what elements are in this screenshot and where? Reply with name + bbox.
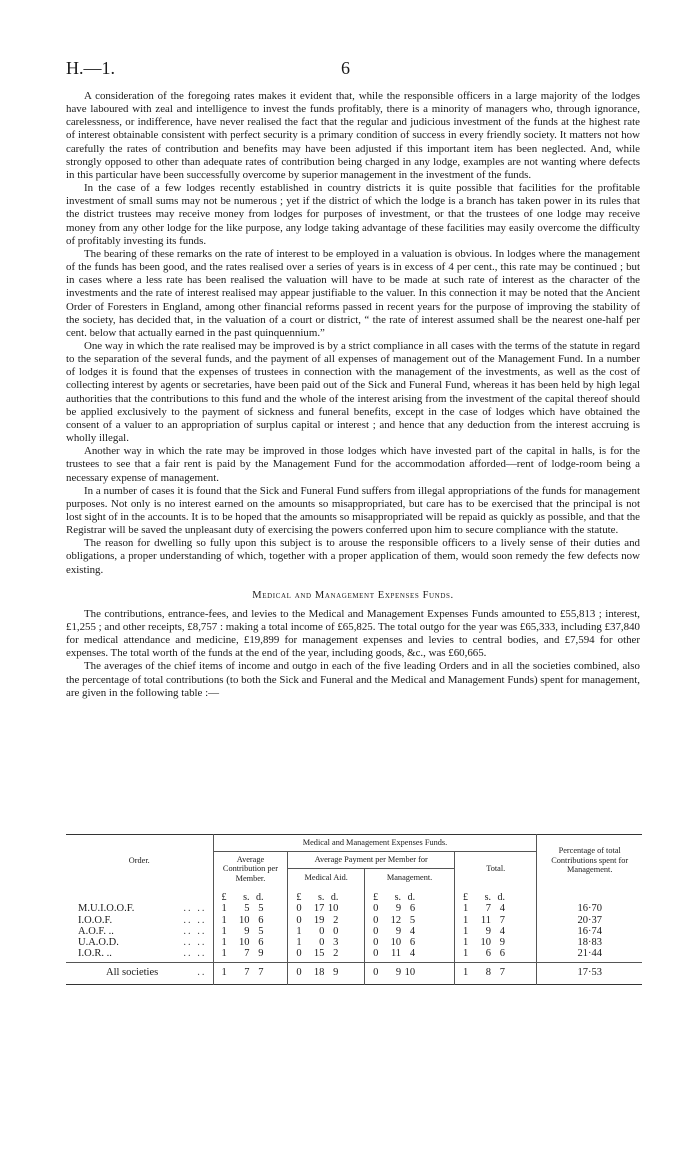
paragraph: Another way in which the rate may be improved in those lodges which have invested part of the capital in halls, is for the trustees to see that a fair rent is paid by the Management Fund for the accommodation afforded—rent of lodge-room being a necessary expense of management. [66, 445, 640, 484]
table-row: I.O.R. .. .. .. 1 7 9 0 15 2 0 11 4 1 6 6 21·44 [66, 948, 642, 959]
column-header-medical-aid: Medical Aid. [288, 869, 365, 886]
table-total-row: All societies .. 1 7 7 0 18 9 0 9 10 1 8 7 17·53 [66, 962, 642, 984]
paragraph: One way in which the rate realised may be improved is by a strict compliance in all cases with the terms of the statute in regard to the separation of the several funds, and the payment of all expenses of management out of the Management Fund. In a number of lodges it is found that the expenses of trustees in connection with the management of the investments, as well as the cost of collecting interest by agents or secretaries, have been paid out of the Sick and Funeral Fund, whereas it has been held by high legal authorities that the contributions to this fund and the whole of the interest arising from the investment of the capital thereof should be applied exclusively to the payment of sickness and funeral benefits, except in the case of lodges which have obtained the consent of a valuer to an appropriation of surplus capital or interest ; and hence that any deduction from the interest accruing is wholly illegal. [66, 339, 640, 445]
section-heading: Medical and Management Expenses Funds. [252, 589, 454, 601]
column-header-average-contribution: Average Contribution per Member. [213, 851, 288, 886]
statistics-table [66, 834, 642, 985]
units-row: £ s. d. £ s. d. £ s. d. £ s. d. [66, 886, 642, 903]
table-row: I.O.O.F. .. .. 1 10 6 0 19 2 0 12 5 1 11 7 20·37 [66, 915, 642, 926]
paragraph: The contributions, entrance-fees, and levies to the Medical and Management Expenses Funds amounted to £55,813 ; interest, £1,255 ; and other receipts, £8,757 : making a total income of £65,825. The total outgo for the year was £65,333, including £37,840 for medical attendance and medicine, £19,899 for management expenses and levies to central bodies, and £7,594 for other expenses. The total worth of the funds at the end of the year, including goods, &c., was £60,665. [66, 607, 640, 660]
column-header-percentage: Percentage of total Contributions spent for Management. [537, 835, 642, 887]
paragraph: A consideration of the foregoing rates makes it evident that, while the responsible officers in a large majority of the lodges have laboured with zeal and intelligence to invest the funds profitably, there is a minority of managers who, through ignorance, carelessness, or indifference, have never realised the fact that the regular and judicious investment of the funds at the highest rate of interest obtainable consistent with perfect security is a primary condition of success in every friendly society. It matters not how carefully the rates of contribution and benefits may have been adjusted if this important item has been neglected. And, while strongly opposed to other than adequate rates of contribution being charged in any lodge, examples are not wanting where defects in this particular have been successfully overcome by superior management in the investment of the funds. [66, 90, 640, 181]
page-number: 6 [341, 58, 350, 78]
column-header-total: Total. [455, 851, 537, 886]
table-row: A.O.F. .. .. .. 1 9 5 1 0 0 0 9 4 1 9 4 16·74 [66, 926, 642, 937]
column-group-header: Medical and Management Expenses Funds. [213, 835, 537, 852]
table-row: U.A.O.D. .. .. 1 10 6 1 0 3 0 10 6 1 10 9 18·83 [66, 937, 642, 948]
document-reference: H.—1. [66, 58, 115, 78]
paragraph: The reason for dwelling so fully upon this subject is to arouse the responsible officers to a lively sense of their duties and obligations, a proper understanding of which, together with a proper application of them, would soon remedy the few defects now existing. [66, 537, 640, 576]
column-header-average-payment: Average Payment per Member for [288, 851, 455, 869]
body-text [66, 90, 640, 700]
column-header-management: Management. [365, 869, 455, 886]
table-row: M.U.I.O.O.F. .. .. 1 5 5 0 17 10 0 9 6 1 7 4 16·70 [66, 903, 642, 914]
paragraph: In the case of a few lodges recently established in country districts it is quite possible that facilities for the profitable investment of small sums may not be numerous ; yet if the district of which the lodge is a branch has taken power in its rules that the district trustees may receive money from lodges for purposes of investment, or that the trustees of one lodge may receive money from any other lodge for the like purpose, any lodge taking advantage of these facilities may easily overcome the difficulty of profitably investing its funds. [66, 182, 640, 247]
paragraph: The averages of the chief items of income and outgo in each of the five leading Orders and in all the societies combined, also the percentage of total contributions (to both the Sick and Funeral and the Medical and Management Funds) spent for management, are given in the following table :— [66, 660, 640, 699]
paragraph: The bearing of these remarks on the rate of interest to be employed in a valuation is obvious. In lodges where the management of the funds has been good, and the rates realised over a series of years is in excess of 4 per cent., this rate may be continued ; but in cases where a less rate has been realised the valuation will have to be made at such rate of interest as the character of the investments and the rate of interest realised may appear justifiable to the valuer. In this connection it may be noted that the Ancient Order of Foresters in England, among other financial reforms passed in recent years for the purpose of improving the stability of the society, has decided that, in the valuation of a court or district, “ the rate of interest assumed shall be the nearest one-half per cent. below that actually earned in the past quinquennium.” [66, 247, 640, 339]
column-header-order: Order. [128, 855, 150, 865]
paragraph: In a number of cases it is found that the Sick and Funeral Fund suffers from illegal appropriations of the funds for management purposes. Not only is no interest earned on the amounts so misappropriated, but care has to be exercised that the principal is not lost sight of in the accounts. It is to be hoped that the amounts so misappropriated will be repaid as quickly as possible, and that the Registrar will be saved the unpleasant duty of exercising the powers conferred upon him to secure compliance with the statute. [66, 484, 640, 537]
page-header [66, 58, 640, 80]
